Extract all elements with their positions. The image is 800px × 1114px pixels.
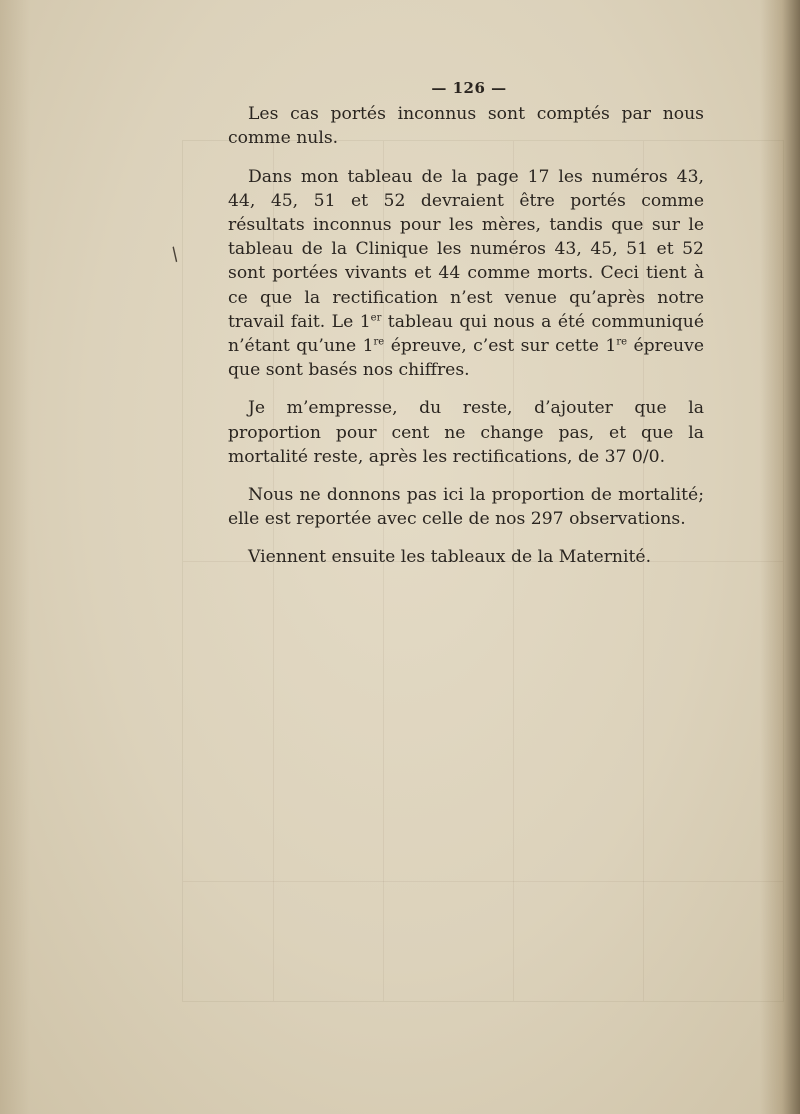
paragraph-2-part-4: épreuve que sont basés nos chiffres. (228, 336, 704, 381)
paragraph-5: Viennent ensuite les tableaux de la Maternité. (248, 547, 652, 568)
superscript-re-1: re (373, 336, 385, 348)
paragraph-2-part-3: épreuve, c’est sur cette 1 (384, 336, 617, 357)
superscript-er: er (370, 312, 382, 324)
paragraph-2-part-1: Dans mon tableau de la page 17 les numéros 43, 44, 45, 51 et 52 devraient être portés comme résultats inconnus pour les mères, tandis que sur le tableau de la Clinique les numéros 43, 45, 51 et 52 sont portées vivants et 44 comme morts. Ceci tient à ce que la rectification n’est venue qu’après notre travail fait. Le 1 (228, 166, 704, 332)
page-left-shadow (0, 0, 30, 1114)
superscript-re-2: re (616, 336, 628, 348)
paragraph-3: Je m’empresse, du reste, d’ajouter que la proportion pour cent ne change pas, et que la mortalité reste, après les rectifications, de 37 0/0. (228, 398, 704, 467)
stray-pencil-mark: / (167, 243, 183, 266)
paragraph-2-part-2: tableau qui nous a été communiqué n’étant qu’une 1 (228, 311, 704, 357)
page-number: — 126 — (431, 79, 507, 97)
paragraph-2 (228, 165, 704, 383)
page-text (228, 76, 704, 570)
paragraph-4: Nous ne donnons pas ici la proportion de mortalité; elle est reportée avec celle de nos 297 observations. (228, 485, 704, 530)
paragraph-1: Les cas portés inconnus sont comptés par nous comme nuls. (228, 104, 704, 149)
